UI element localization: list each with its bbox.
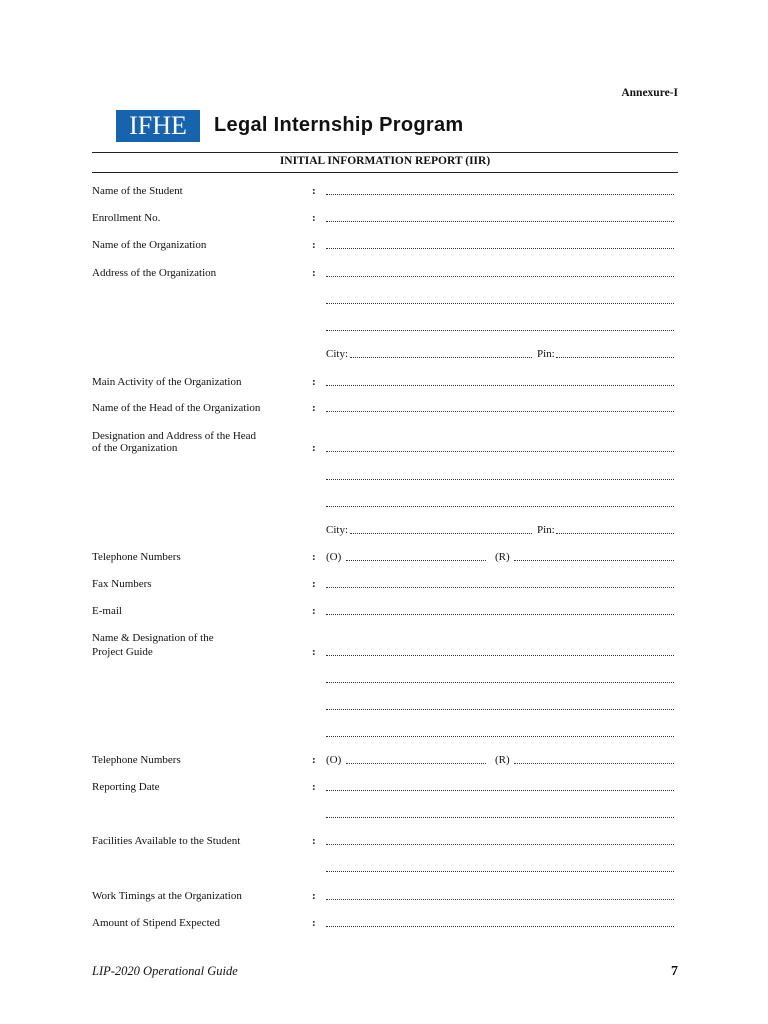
pin-label: Pin: [537,524,555,536]
stipend-field[interactable] [326,926,674,927]
org-address-field-line-2[interactable] [326,303,674,304]
guide-field-line-1[interactable] [326,655,674,656]
guide-field-line-3[interactable] [326,709,674,710]
label-head-designation-line-1: Designation and Address of the Head [92,430,257,442]
label-stipend: Amount of Stipend Expected [92,917,221,929]
label-org-name: Name of the Organization [92,239,207,251]
city-label: City: [326,348,349,360]
guide-field-line-2[interactable] [326,682,674,683]
label-student-name: Name of the Student [92,185,183,197]
reporting-date-field-line-2[interactable] [326,817,674,818]
colon: : [312,239,316,251]
org-address-field-line-3[interactable] [326,330,674,331]
telephone-residence-field[interactable] [514,560,674,561]
label-guide-line-2: Project Guide [92,646,153,658]
program-title: Legal Internship Program [214,114,464,136]
label-main-activity: Main Activity of the Organization [92,376,242,388]
fax-field[interactable] [326,587,674,588]
colon: : [312,185,316,197]
report-title: INITIAL INFORMATION REPORT (IIR) [279,155,491,167]
colon: : [312,646,316,658]
city-label: City: [326,524,349,536]
office-label: (O) [326,551,342,563]
label-fax: Fax Numbers [92,578,152,590]
label-work-timings: Work Timings at the Organization [92,890,242,902]
colon: : [312,578,316,590]
guide-telephone-residence-field[interactable] [514,763,674,764]
telephone-office-field[interactable] [346,560,486,561]
label-facilities: Facilities Available to the Student [92,835,241,847]
label-enrollment: Enrollment No. [92,212,161,224]
head-city-field[interactable] [350,533,532,534]
ifhe-logo [116,110,200,142]
colon: : [312,835,316,847]
enrollment-field[interactable] [326,221,674,222]
org-pin-field[interactable] [556,357,674,358]
guide-telephone-office-field[interactable] [346,763,486,764]
footer-guide-title: LIP-2020 Operational Guide [92,964,238,978]
residence-label: (R) [495,551,510,563]
label-email: E-mail [92,605,122,617]
colon: : [312,754,316,766]
org-address-field-line-1[interactable] [326,276,674,277]
colon: : [312,917,316,929]
org-name-field[interactable] [326,248,674,249]
colon: : [312,376,316,388]
pin-label: Pin: [537,348,555,360]
facilities-field-line-2[interactable] [326,871,674,872]
head-pin-field[interactable] [556,533,674,534]
work-timings-field[interactable] [326,899,674,900]
colon: : [312,890,316,902]
colon: : [312,267,316,279]
label-reporting-date: Reporting Date [92,781,160,793]
header-bottom-rule [92,172,678,173]
colon: : [312,781,316,793]
head-designation-field-line-2[interactable] [326,479,674,480]
colon: : [312,551,316,563]
guide-field-line-4[interactable] [326,736,674,737]
residence-label: (R) [495,754,510,766]
org-city-field[interactable] [350,357,532,358]
head-designation-field-line-3[interactable] [326,506,674,507]
colon: : [312,442,316,454]
label-guide-telephone: Telephone Numbers [92,754,181,766]
page-number: 7 [671,964,678,979]
facilities-field-line-1[interactable] [326,844,674,845]
head-name-field[interactable] [326,411,674,412]
office-label: (O) [326,754,342,766]
label-head-designation-line-2: of the Organization [92,442,178,454]
label-guide-line-1: Name & Designation of the [92,632,214,644]
email-field[interactable] [326,614,674,615]
reporting-date-field-line-1[interactable] [326,790,674,791]
colon: : [312,605,316,617]
colon: : [312,212,316,224]
header-top-rule [92,152,678,153]
colon: : [312,402,316,414]
logo-text: IFHE [129,111,187,140]
label-org-address: Address of the Organization [92,267,217,279]
head-designation-field-line-1[interactable] [326,451,674,452]
label-telephone: Telephone Numbers [92,551,181,563]
main-activity-field[interactable] [326,385,674,386]
student-name-field[interactable] [326,194,674,195]
annexure-label: Annexure-I [621,87,678,99]
label-head-name: Name of the Head of the Organization [92,402,261,414]
